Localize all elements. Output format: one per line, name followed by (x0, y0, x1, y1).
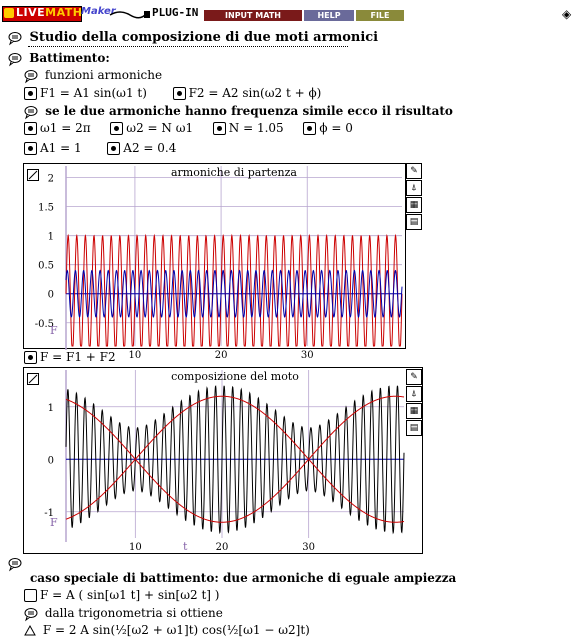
y-tick-label: 0.5 (38, 260, 54, 272)
eq-A1[interactable]: A1 = 1 (40, 141, 82, 155)
y-tick-label: 2 (47, 173, 54, 185)
x-tick-label: 20 (215, 542, 229, 553)
eq-toggle[interactable] (213, 122, 226, 135)
eq-toggle[interactable] (173, 87, 186, 100)
x-tick-label: 20 (214, 350, 228, 361)
special-case-heading: caso speciale di battimento: due armoniche di eguale ampiezza (30, 571, 457, 585)
special-case-row (30, 571, 456, 585)
eq-f1[interactable]: F1 = A1 sin(ω1 t) (40, 86, 147, 100)
eq-row-functions (24, 86, 321, 100)
eq-toggle[interactable] (24, 589, 37, 602)
plug-icon (110, 9, 152, 19)
eq-trig[interactable]: F = 2 A sin(½[ω2 + ω1]t) cos(½[ω1 − ω2]t) (42, 623, 310, 637)
plot-corner-icon[interactable] (27, 166, 39, 185)
eq-toggle[interactable] (24, 142, 37, 155)
series-F1-line (66, 236, 402, 346)
x-tick-label: 10 (128, 350, 142, 361)
plot2-toolstrip (406, 369, 422, 437)
trig-text: dalla trigonometria si ottiene (44, 606, 223, 620)
section-heading: Battimento: (29, 51, 110, 65)
pencil-tool-icon[interactable]: ✎ (406, 163, 422, 179)
eq-toggle[interactable] (107, 142, 120, 155)
y-tick-label: 0 (47, 455, 54, 467)
comment-bubble-icon[interactable] (8, 32, 22, 44)
y-tick-label: -1 (44, 507, 54, 519)
eq-special[interactable]: F = A ( sin[ω1 t] + sin[ω2 t] ) (40, 588, 220, 602)
input-math-button[interactable]: INPUT MATH (204, 10, 302, 21)
chart-title: armoniche di partenza (170, 166, 298, 179)
y-tick-label: -0.5 (34, 318, 54, 330)
y-tick-label: 0 (47, 289, 54, 301)
y-tick-label: 1 (47, 231, 54, 243)
plot-composition[interactable] (23, 367, 423, 554)
eq-toggle[interactable] (24, 122, 37, 135)
section-row (8, 51, 110, 65)
triangle-icon[interactable] (24, 625, 36, 636)
eq-row-sum (24, 350, 116, 364)
eq-w1[interactable]: ω1 = 2π (40, 121, 91, 135)
logo-maker: Maker (81, 6, 116, 17)
x-tick-label: 30 (302, 542, 316, 553)
pencil-tool-icon[interactable]: ✎ (406, 369, 422, 385)
eq-row-special (24, 588, 219, 602)
diamond-icon[interactable]: ◈ (562, 7, 572, 21)
plugin-label: PLUG-IN (152, 6, 199, 19)
functions-label-row (24, 68, 162, 82)
pin-tool-icon[interactable]: ⍋ (406, 386, 422, 402)
eq-toggle[interactable] (24, 351, 37, 364)
comment-bubble-icon[interactable] (8, 53, 22, 65)
eq-toggle[interactable] (303, 122, 316, 135)
help-button[interactable]: HELP (304, 10, 354, 21)
plot-composition-canvas (24, 368, 422, 553)
chart-title: composizione del moto (171, 370, 299, 383)
comment-bubble-icon[interactable] (24, 106, 38, 118)
y-tick-label: 1.5 (38, 202, 54, 214)
functions-label: funzioni armoniche (44, 68, 163, 82)
top-toolbar (0, 0, 575, 22)
comment-bubble-icon[interactable] (8, 558, 22, 570)
y-tick-label: 1 (47, 402, 54, 414)
table-tool-icon[interactable]: ▤ (406, 214, 422, 230)
x-tick-label: 10 (128, 542, 142, 553)
grid-tool-icon[interactable]: ▦ (406, 197, 422, 213)
file-button[interactable]: FILE (356, 10, 404, 21)
comment-bubble-icon[interactable] (24, 608, 38, 620)
page-title: Studio della composizione di due moti armonici (29, 30, 379, 45)
note-text: se le due armoniche hanno frequenza simile ecco il risultato (45, 104, 453, 118)
logo-text: LIVEMATH (16, 6, 83, 19)
eq-toggle[interactable] (110, 122, 123, 135)
note-row (24, 104, 453, 118)
eq-N[interactable]: N = 1.05 (228, 121, 284, 135)
trig-row (24, 606, 223, 620)
grid-tool-icon[interactable]: ▦ (406, 403, 422, 419)
plot1-toolstrip (406, 163, 422, 231)
x-tick-label: 30 (300, 350, 314, 361)
pin-tool-icon[interactable]: ⍋ (406, 180, 422, 196)
bottom-bubble-row (8, 556, 25, 570)
eq-row-params (24, 121, 353, 135)
x-axis-label: t (183, 540, 188, 553)
eq-row-trig (24, 623, 310, 637)
eq-sum[interactable]: F = F1 + F2 (40, 350, 116, 364)
y-axis-label: F (50, 324, 58, 337)
title-underline (28, 46, 348, 47)
eq-f2[interactable]: F2 = A2 sin(ω2 t + ϕ) (188, 86, 322, 100)
logo-icon (4, 8, 14, 18)
eq-phi[interactable]: ϕ = 0 (319, 121, 353, 135)
comment-bubble-icon[interactable] (24, 70, 38, 82)
doc-title-row (8, 30, 378, 45)
eq-toggle[interactable] (24, 87, 37, 100)
eq-w2[interactable]: ω2 = N ω1 (126, 121, 194, 135)
plot-corner-icon[interactable] (27, 370, 39, 389)
eq-A2[interactable]: A2 = 0.4 (123, 141, 177, 155)
y-axis-label: F (50, 516, 58, 529)
eq-row-amplitudes (24, 141, 176, 155)
table-tool-icon[interactable]: ▤ (406, 420, 422, 436)
